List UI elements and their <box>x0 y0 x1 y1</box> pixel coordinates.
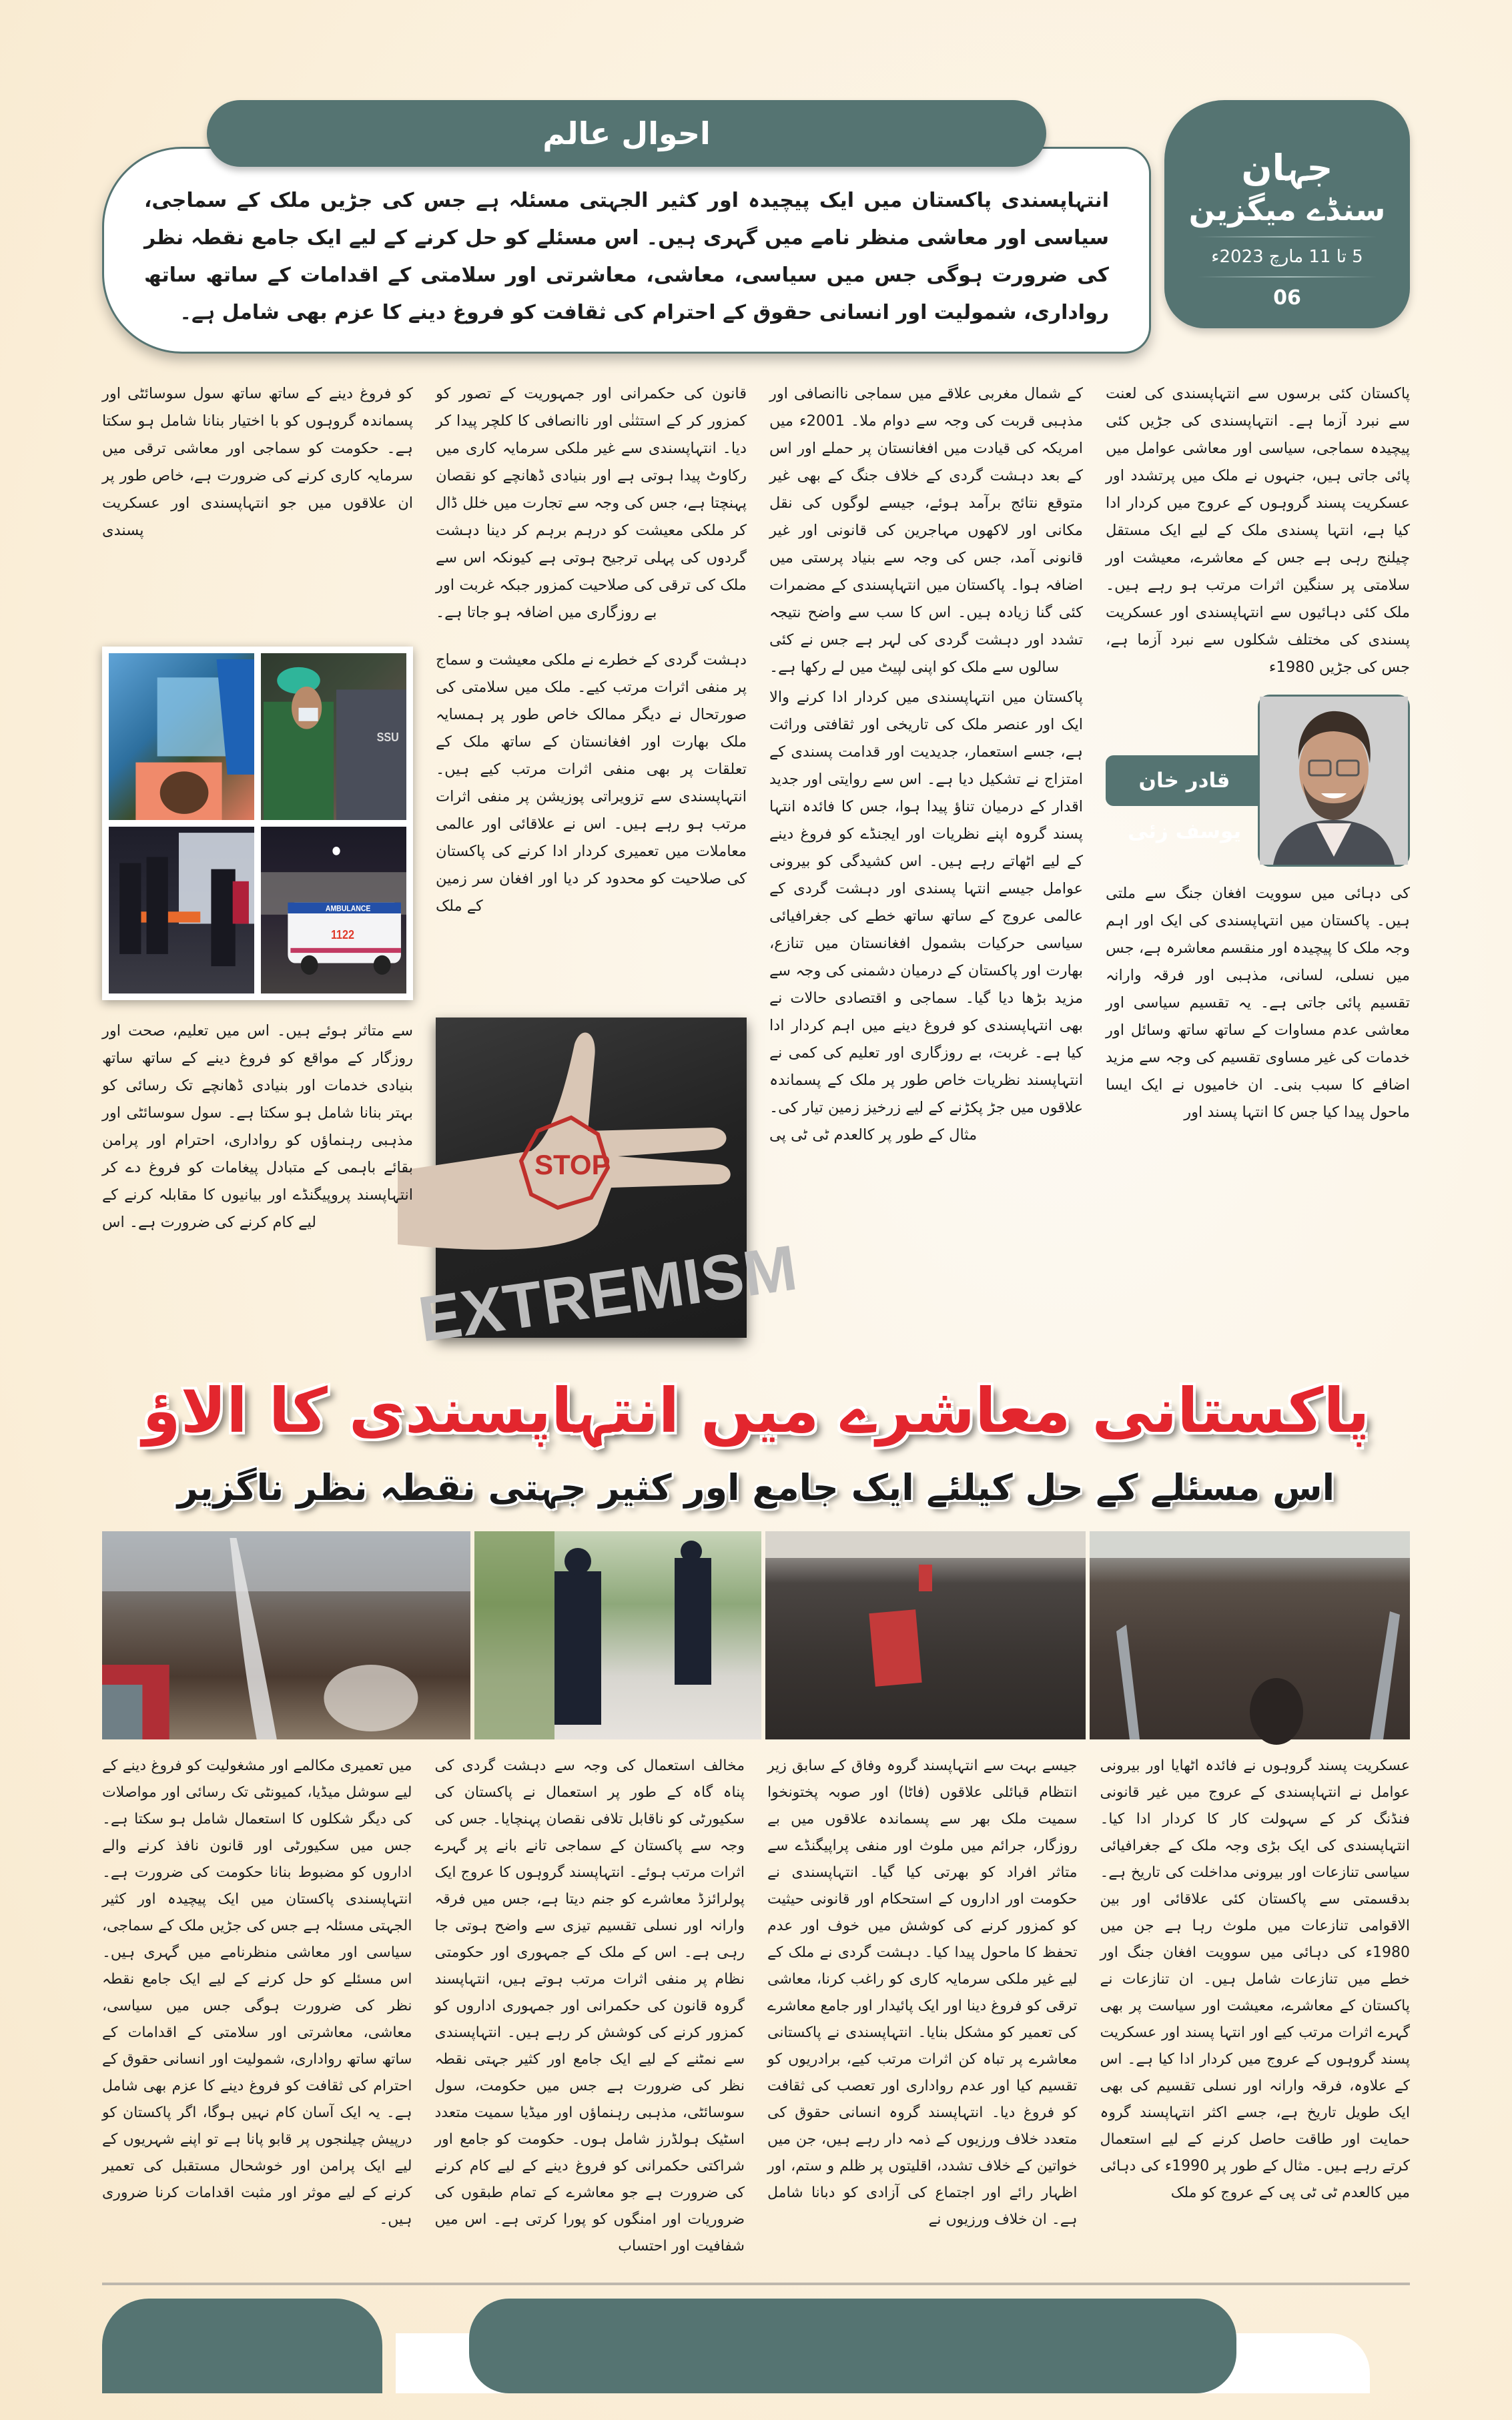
magazine-page <box>102 0 1410 2420</box>
article-column-bottom-3 <box>435 1753 745 2263</box>
paragraph: میں تعمیری مکالمے اور مشغولیت کو فروغ دینے کے لیے سوشل میڈیا، کمیونٹی تک رسائی اور مواصلات کی دیگر شکلوں کا استعمال شامل ہو سکتا ہے۔ جس میں سکیورٹی اور قانون نافذ کرنے والے اداروں کو مضبوط بنانا حکومت کی ضرورت ہے۔ انتہاپسندی پاکستان میں ایک پیچیدہ اور کثیر الجہتی مسئلہ ہے جس کی جڑیں ملک کے سماجی، سیاسی اور معاشی منظرنامے میں گہری ہیں۔ اس مسئلے کو حل کرنے کے لیے ایک جامع نقطہ نظر کی ضرورت ہوگی جس میں سیاسی، معاشی، معاشرتی اور سلامتی کے اقدامات کے ساتھ ساتھ رواداری، شمولیت اور انسانی حقوق کے احترام کی ثقافت کو فروغ دینے کا عزم بھی شامل ہے۔ یہ ایک آسان کام نہیں ہوگا، اگر پاکستان کو درپیش چیلنجوں پر قابو پانا ہے تو اپنے شہریوں کے لیے ایک پرامن اور خوشحال مستقبل کی تعمیر کرنے کے لیے موثر اور مثبت اقدامات کرنا ضروری ہیں۔ <box>102 1757 412 2228</box>
photo-strip <box>102 1531 1410 1739</box>
top-article-region <box>102 380 1410 1356</box>
paragraph: کو فروغ دینے کے ساتھ ساتھ سول سوسائٹی اور پسماندہ گروہوں کو با اختیار بنانا شامل ہو سکتا ہے۔ حکومت کو سماجی اور معاشی ترقی میں سرمایہ کاری کرنے کی ضرورت ہے، خاص طور پر ان علاقوں میں جو انتہاپسندی اور عسکریت پسندی <box>102 385 413 539</box>
paragraph: پاکستان کئی برسوں سے انتہاپسندی کی لعنت سے نبرد آزما ہے۔ انتہاپسندی کی جڑیں کئی پیچیدہ سماجی، سیاسی اور معاشی عوامل میں پائی جاتی ہیں، جنہوں نے ملک میں پرتشدد اور عسکریت پسند گروہوں کے عروج میں کردار ادا کیا ہے، انتہا پسندی ملک کے لیے ایک مستقل چیلنج رہی ہے جس کے معاشرے، معیشت اور سلامتی پر سنگین اثرات مرتب ہو رہے ہیں۔ ملک کئی دہائیوں سے انتہاپسندی اور عسکریت پسندی کی مختلف شکلوں سے نبرد آزما ہے، جس کی جڑیں 1980ء <box>1106 385 1410 676</box>
footer-tab-main <box>469 2299 1236 2393</box>
armed-police-icon <box>474 1531 761 1739</box>
article-column-bottom-2 <box>767 1753 1078 2263</box>
left-article-area <box>102 380 801 1356</box>
paragraph: سے متاثر ہوئے ہیں۔ اس میں تعلیم، صحت اور روزگار کے مواقع کو فروغ دینے کے ساتھ ساتھ بنیادی خدمات اور بنیادی ڈھانچے تک رسائی کو بہتر بنانا شامل ہو سکتا ہے۔ سول سوسائٹی اور مذہبی رہنماؤں کو رواداری، احترام اور پرامن بقائے باہمی کے متبادل پیغامات کو فروغ دے کر انتہاپسند پروپیگنڈے اور بیانیوں کا مقابلہ کرنے کے لیے کام کرنے کی ضرورت ہے۔ اس <box>102 1022 413 1231</box>
raised-hands-crowd-icon <box>1090 1531 1410 1739</box>
paragraph: جیسے بہت سے انتہاپسند گروہ وفاق کے سابق زیر انتظام قبائلی علاقوں (فاٹا) اور صوبہ پختونخوا سمیت ملک بھر سے پسماندہ علاقوں میں بے روزگار، جرائم میں ملوث اور منفی پراپیگنڈے سے متاثر افراد کو بھرتی کیا گیا۔ انتہاپسندی نے حکومت اور اداروں کے استحکام اور قانونی حیثیت کو کمزور کرنے کی کوشش میں خوف اور عدم تحفظ کا ماحول پیدا کیا۔ دہشت گردی نے ملک کے لیے غیر ملکی سرمایہ کاری کو راغب کرنا، معاشی ترقی کو فروغ دینا اور ایک پائیدار اور جامع معاشرے کی تعمیر کو مشکل بنایا۔ انتہاپسندی نے پاکستانی معاشرے پر تباہ کن اثرات مرتب کیے، برادریوں کو تقسیم کیا اور عدم رواداری اور تعصب کی ثقافت کو فروغ دیا۔ انتہاپسند گروہ انسانی حقوق کی متعدد خلاف ورزیوں کے ذمہ دار رہے ہیں، جن میں خواتین کے خلاف تشدد، اقلیتوں پر ظلم و ستم، اور اظہار رائے اور اجتماع کی آزادی کو دبانا شامل ہے۔ ان خلاف ورزیوں نے <box>767 1757 1078 2228</box>
article-column-4-top <box>102 380 413 629</box>
photo-police-operation <box>474 1531 761 1739</box>
intro-banner <box>102 100 1151 354</box>
masthead-divider <box>1198 236 1377 238</box>
headline-block <box>102 1364 1410 1518</box>
crowd-protest-icon <box>102 1531 470 1739</box>
photo-collage <box>102 647 413 1000</box>
page-number: 06 <box>1273 286 1301 310</box>
medic-icon <box>261 653 406 820</box>
magazine-logo-line2: سنڈے میگزین <box>1188 191 1386 228</box>
article-column-2 <box>769 380 1083 1152</box>
footer-tab-left <box>102 2299 382 2393</box>
intro-box <box>102 147 1151 354</box>
article-column-bottom-1 <box>1100 1753 1411 2263</box>
bottom-article-region <box>102 1753 1410 2263</box>
photo-crowd-teargas <box>102 1531 470 1739</box>
paragraph: مخالف استعمال کی وجہ سے دہشت گردی کی پناہ گاہ کے طور پر استعمال نے پاکستان کی سکیورٹی کو ناقابل تلافی نقصان پہنچایا۔ جس کی وجہ سے پاکستان کے سماجی تانے بانے پر گہرے اثرات مرتب ہوئے۔ انتہاپسند گروہوں کا عروج ایک پولرائزڈ معاشرے کو جنم دیتا ہے، جس میں فرقہ وارانہ اور نسلی تقسیم تیزی سے واضح ہوتی جا رہی ہے۔ اس کے ملک کے جمہوری اور حکومتی نظام پر منفی اثرات مرتب ہوتے ہیں، انتہاپسند گروہ قانون کی حکمرانی اور جمہوری اداروں کو کمزور کرنے کی کوشش کر رہے ہیں۔ انتہاپسندی سے نمٹنے کے لیے ایک جامع اور کثیر جہتی نقطہ نظر کی ضرورت ہے جس میں حکومت، سول سوسائٹی، مذہبی رہنماؤں اور میڈیا سمیت متعدد اسٹیک ہولڈرز شامل ہوں۔ حکومت کو جامع اور شراکتی حکمرانی کو فروغ دینے کے لیے کام کرنے کی ضرورت ہے جو معاشرے کے تمام طبقوں کی ضروریات اور امنگوں کو پورا کرتی ہے۔ اس میں شفافیت اور احتساب <box>434 1757 745 2255</box>
magazine-logo-line1: جہان <box>1241 147 1333 189</box>
paragraph: کی دہائی میں سوویت افغان جنگ سے ملتی ہیں۔ پاکستان میں انتہاپسندی کی ایک اور اہم وجہ ملک کا پیچیدہ اور منقسم معاشرہ ہے، جس میں نسلی، لسانی، مذہبی اور فرقہ وارانہ تقسیم پائی جاتی ہے۔ یہ تقسیم سیاسی اور معاشی عدم مساوات کے ساتھ ساتھ وسائل اور خدمات کی غیر مساوی تقسیم کی وجہ سے مزید اضافے کا سبب بنی۔ ان خامیوں نے ایک ایسا ماحول پیدا کیا جس کا انتہا پسند اور <box>1106 885 1410 1121</box>
funeral-procession-icon <box>765 1531 1086 1739</box>
article-column-1-top <box>1106 380 1410 681</box>
article-column-bottom-4 <box>102 1753 412 2263</box>
stretcher-icon <box>109 653 254 820</box>
paragraph: کے شمال مغربی علاقے میں سماجی ناانصافی اور مذہبی قربت کی وجہ سے دوام ملا۔ 2001ء میں امریکہ کی قیادت میں افغانستان پر حملے اور اس کے بعد دہشت گردی کے خلاف جنگ کے بھی غیر متوقع نتائج برآمد ہوئے، جیسے لوگوں کی نقل مکانی اور لاکھوں مہاجرین کی قانونی اور غیر قانونی آمد، جس کی وجہ سے بنیاد پرستی میں اضافہ ہوا۔ پاکستان میں انتہاپسندی کے مضمرات کئی گنا زیادہ ہیں۔ اس کا سب سے واضح نتیجہ تشدد اور دہشت گردی کی لہر ہے جس نے کئی سالوں سے ملک کو اپنی لپیٹ میں لے رکھا ہے۔ <box>769 385 1084 676</box>
masthead <box>1164 100 1410 328</box>
left-lower-region <box>102 1018 801 1356</box>
hand-stop-icon <box>414 1018 801 1356</box>
page-header <box>102 100 1410 354</box>
rescue-workers-icon <box>109 827 254 993</box>
issue-date: 5 تا 11 مارچ 2023ء <box>1211 247 1363 267</box>
paragraph: قانون کی حکمرانی اور جمہوریت کے تصور کو کمزور کر کے استثنٰی اور ناانصافی کا کلچر پیدا کر دیا۔ انتہاپسندی سے غیر ملکی سرمایہ کاری میں رکاوٹ پیدا ہوتی ہے اور بنیادی ڈھانچے کو نقصان پہنچتا ہے، جس کی وجہ سے تجارت میں خلل ڈال کر ملکی معیشت کو درہم برہم کر دینا دہشت گردوں کی پہلی ترجیح ہوتی ہے کیونکہ اس سے ملک کی ترقی کی صلاحیت کمزور جبکہ غربت اور بے روزگاری میں اضافہ ہو جاتا ہے۔ <box>436 385 747 621</box>
police-patch-text: SSU <box>376 729 399 745</box>
sub-headline: اس مسئلے کے حل کیلئے ایک جامع اور کثیر جہتی نقطہ نظر ناگزیر <box>177 1467 1335 1509</box>
masthead-divider <box>1198 276 1377 278</box>
collage-photo-first-aid <box>261 653 406 820</box>
photo-protest-crowd <box>1090 1531 1410 1739</box>
paragraph: عسکریت پسند گروہوں نے فائدہ اٹھایا اور بیرونی عوامل نے انتہاپسندی کے عروج میں غیر قانونی فنڈنگ کر کے سہولت کار کا کردار ادا کیا۔ انتہاپسندی کی ایک بڑی وجہ ملک کے جغرافیائی سیاسی تنازعات اور بیرونی مداخلت کی تاریخ ہے۔ بدقسمتی سے پاکستان کئی علاقائی اور بین الاقوامی تنازعات میں ملوث رہا ہے جن میں 1980ء کی دہائی میں سوویت افغان جنگ اور خطے میں تنازعات شامل ہیں۔ ان تنازعات نے پاکستان کے معاشرے، معیشت اور سیاست پر بھی گہرے اثرات مرتب کیے اور انتہا پسند اور عسکریت پسند گروہوں کے عروج میں کردار ادا کیا ہے۔ اس کے علاوہ، فرقہ وارانہ اور نسلی تقسیم کی بھی ایک طویل تاریخ ہے، جسے اکثر انتہاپسند گروہ حمایت اور طاقت حاصل کرنے کے لیے استعمال کرتے رہے ہیں۔ مثال کے طور پر 1990ء کی دہائی میں کالعدم ٹی ٹی پی کے عروج کو ملک <box>1100 1757 1411 2201</box>
stop-extremism-image <box>414 1018 801 1356</box>
ambulance-icon <box>261 827 406 993</box>
article-column-4-mid <box>102 1018 413 1239</box>
article-column-1 <box>1106 380 1410 1129</box>
collage-photo-rescue-team <box>109 827 254 993</box>
stop-sign-text: STOP <box>534 1149 611 1180</box>
photo-funeral-crowd <box>765 1531 1086 1739</box>
paragraph: دہشت گردی کے خطرے نے ملکی معیشت و سماج پر منفی اثرات مرتب کیے۔ ملک میں سلامتی کی صورتحال نے دیگر ممالک خاص طور پر ہمسایہ ملک بھارت اور افغانستان کے ساتھ ملک کے تعلقات پر بھی منفی اثرات مرتب کیے ہیں۔ انتہاپسندی سے تزویراتی پوزیشن پر منفی اثرات مرتب ہو رہے ہیں۔ اس نے علاقائی اور عالمی معاملات میں تعمیری کردار ادا کرنے کی پاکستان کی صلاحیت کو محدود کر دیا اور افغان سر زمین کے ملک <box>436 651 747 915</box>
article-column-3-mid <box>436 647 747 923</box>
article-column-3-top <box>436 380 747 629</box>
ambulance-label: AMBULANCE <box>325 904 371 913</box>
article-column-1-mid <box>1106 880 1410 1126</box>
rescue-number: 1122 <box>330 927 354 942</box>
bottom-divider <box>102 2283 1410 2285</box>
author-portrait-icon <box>1260 697 1408 865</box>
main-headline: پاکستانی معاشرے میں انتہاپسندی کا الاؤ <box>142 1375 1370 1447</box>
author-block <box>1106 695 1410 867</box>
author-photo <box>1258 695 1410 867</box>
paragraph: پاکستان میں انتہاپسندی میں کردار ادا کرنے والا ایک اور عنصر ملک کی تاریخی اور ثقافتی وراثت ہے، جسے استعمار، جدیدیت اور قدامت پسندی کے امتزاج نے تشکیل دیا ہے۔ اس سے روایتی اور جدید اقدار کے درمیان تناؤ پیدا ہوا، جس کا فائدہ انتہا پسند گروہ اپنے نظریات اور ایجنڈے کو فروغ دینے کے لیے اٹھاتے رہے ہیں۔ اس کشیدگی کو بیرونی عوامل جیسے انتہا پسندی اور دہشت گردی کے عالمی عروج کے ساتھ ساتھ خطے کی جغرافیائی سیاسی حرکیات بشمول افغانستان میں تنازع، بھارت اور پاکستان کے درمیان دشمنی کی وجہ سے مزید بڑھا دیا گیا۔ سماجی و اقتصادی حالات نے بھی انتہاپسندی کو فروغ دینے میں اہم کردار ادا کیا ہے۔ غربت، بے روزگاری اور تعلیم کی کمی نے انتہاپسند نظریات خاص طور پر ملک کے پسماندہ علاقوں میں جڑ پکڑنے کے لیے زرخیز زمین تیار کی۔ مثال کے طور پر کالعدم ٹی ٹی پی <box>769 689 1083 1144</box>
author-name: قادر خان یوسف زئی <box>1106 755 1263 806</box>
section-title: احوال عالم <box>207 100 1046 167</box>
collage-photo-patient <box>109 653 254 820</box>
intro-text: انتہاپسندی پاکستان میں ایک پیچیدہ اور کثیر الجہتی مسئلہ ہے جس کی جڑیں ملک کے سماجی، سیاسی اور معاشی منظر نامے میں گہری ہیں۔ اس مسئلے کو حل کرنے کے لیے ایک جامع نقطہ نظر کی ضرورت ہوگی جس میں سیاسی، معاشی، معاشرتی اور سلامتی کے اقدامات کے ساتھ ساتھ رواداری، شمولیت اور انسانی حقوق کے احترام کی ثقافت کو فروغ دینے کا عزم بھی شامل ہے۔ <box>144 189 1109 324</box>
extremism-text: EXTREMISM <box>414 1232 801 1356</box>
left-bottom-region <box>102 647 747 1000</box>
page-footer <box>102 2299 1410 2393</box>
left-top-columns <box>102 380 747 629</box>
collage-photo-ambulance <box>261 827 406 993</box>
